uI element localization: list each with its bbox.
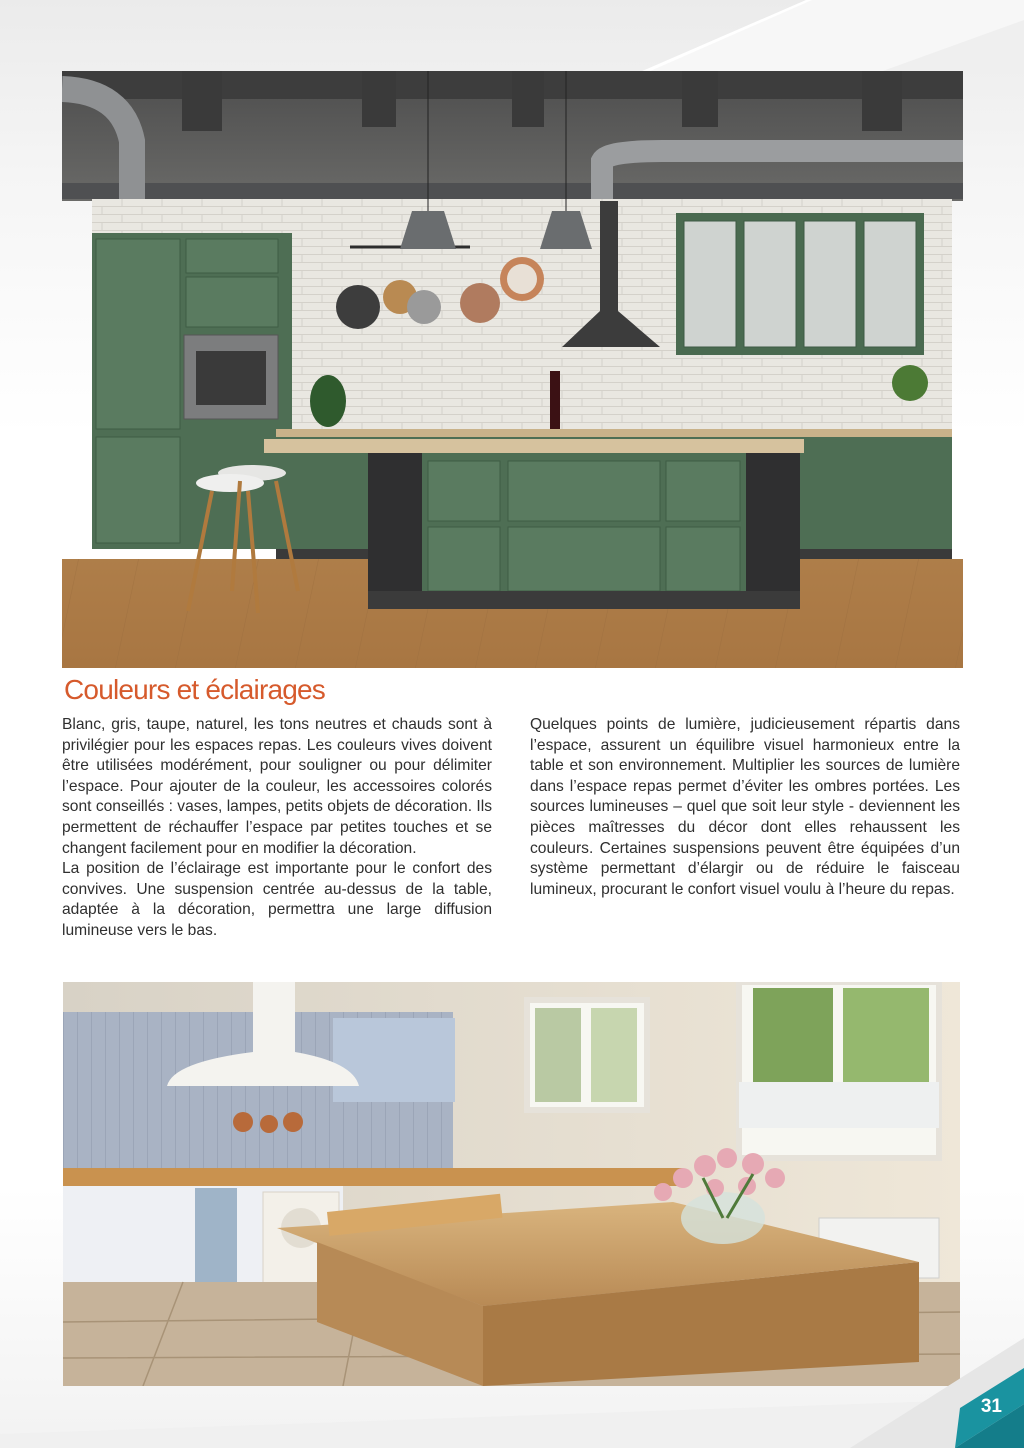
text-column-left	[62, 715, 492, 942]
paragraph: Quelques points de lumière, judicieusement répartis dans l’espace, assurent un équilibre visuel harmonieux entre la table et son environnement. Multiplier les sources de lumière dans l’espace repas permet d’éviter les ombres portées. Les sources lumineuses – quel que soit leur style - deviennent les pièces maîtresses du décor dont elles rehaussent les couleurs. Certaines suspensions peuvent être équipées d’un système permettant d’élargir ou de réduire le faisceau lumineux, procurant le confort visuel voulu à l’heure du repas.	[530, 716, 960, 898]
paragraph: Blanc, gris, taupe, naturel, les tons neutres et chauds sont à privilégier pour les espaces repas. Les couleurs vives doivent être utilisées modérément, pour souligner ou pour délimiter l’espace. Pour ajouter de la couleur, les accessoires colorés sont conseillés : vases, lampes, petits objets de décoration. Ils permettent de réchauffer l’espace par petites touches et se changent facilement pour en modifier la décoration.	[62, 716, 492, 857]
kitchen-photo-top	[62, 71, 963, 668]
kitchen-photo-bottom	[63, 982, 960, 1386]
text-column-right	[530, 715, 960, 900]
header-decoration	[0, 0, 1024, 72]
page-number: 31	[980, 1396, 1002, 1417]
article-heading: Couleurs et éclairages	[64, 674, 325, 705]
paragraph: La position de l’éclairage est importante pour le confort des convives. Une suspension centrée au-dessus de la table, adaptée à la décoration, permettra une large diffusion lumineuse vers le bas.	[62, 860, 492, 939]
page-corner-decoration	[0, 1338, 1024, 1448]
